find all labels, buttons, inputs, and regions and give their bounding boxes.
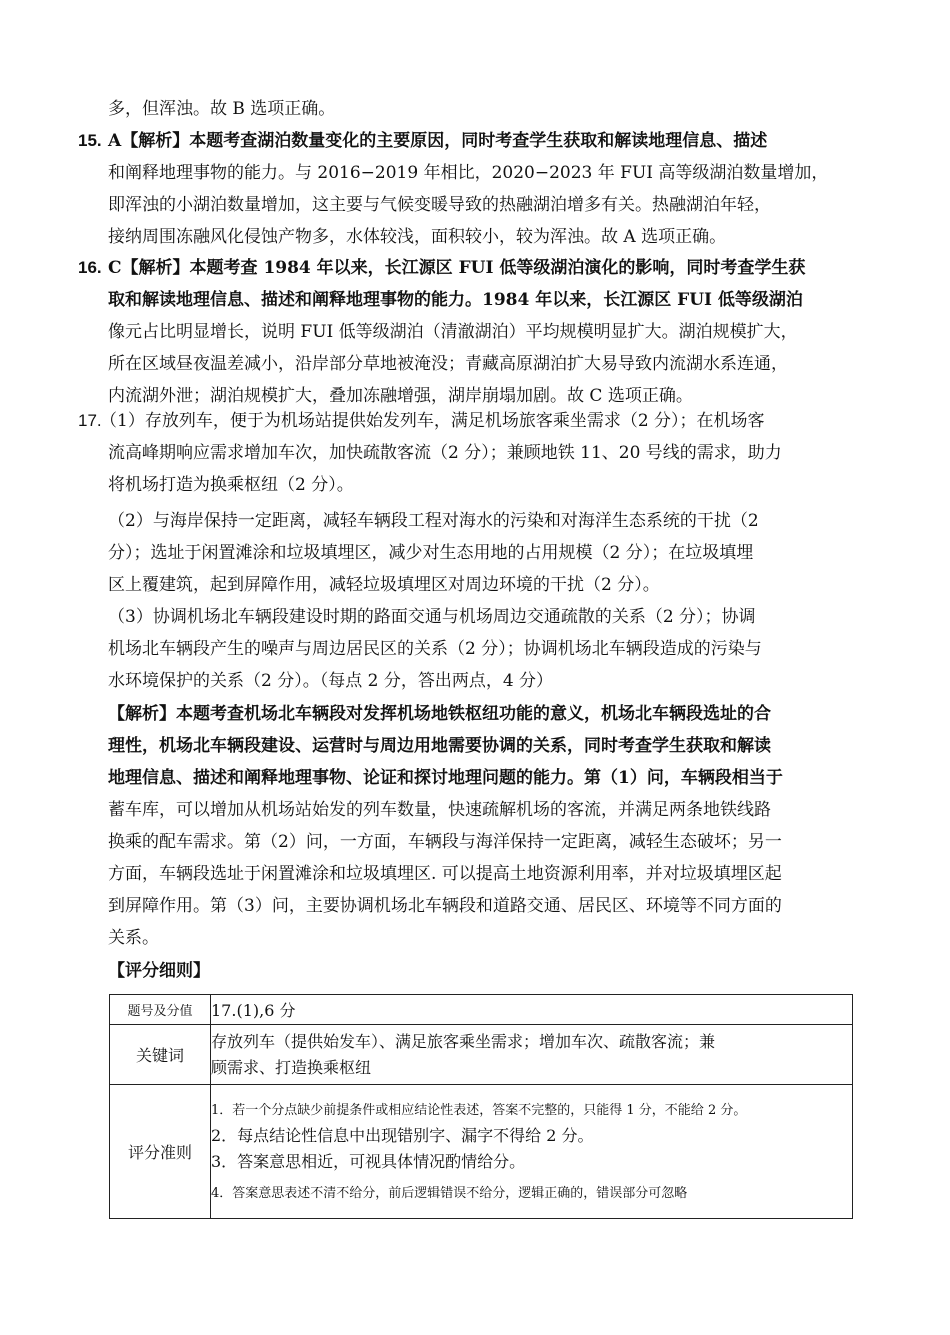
keyword-line: 存放列车（提供始发车）、满足旅客乘坐需求；增加车次、疏散客流；兼 xyxy=(211,1031,716,1051)
table-cell-label: 题号及分值 xyxy=(110,995,211,1025)
answer-17-part1-line: 将机场打造为换乘枢纽（2 分）。 xyxy=(108,475,354,495)
answer-17-part1-line: （1）存放列车，便于为机场站提供始发列车，满足机场旅客乘坐需求（2 分）；在机场客 xyxy=(100,411,765,431)
analysis-line: 方面，车辆段选址于闲置滩涂和垃圾填埋区. 可以提高土地资源利用率，并对垃圾填埋区起 xyxy=(108,864,782,884)
answer-17-part2-line: （2）与海岸保持一定距离，减轻车辆段工程对海水的污染和对海洋生态系统的干扰（2 xyxy=(108,511,759,531)
answer-15-line: A【解析】本题考查湖泊数量变化的主要原因，同时考查学生获取和解读地理信息、描述 xyxy=(108,131,768,151)
criterion-item: 2．每点结论性信息中出现错别字、漏字不得给 2 分。 xyxy=(211,1125,594,1145)
answer-17-part3-line: 机场北车辆段产生的噪声与周边居民区的关系（2 分）；协调机场北车辆段造成的污染与 xyxy=(108,639,762,659)
analysis-line: 地理信息、描述和阐释地理事物、论证和探讨地理问题的能力。第（1）问，车辆段相当于 xyxy=(108,768,783,788)
table-cell-value xyxy=(211,1025,853,1085)
answer-17-part2-line: 区上覆建筑，起到屏障作用，减轻垃圾填埋区对周边环境的干扰（2 分）。 xyxy=(108,575,660,595)
answer-14-continuation: 多，但浑浊。故 B 选项正确。 xyxy=(108,99,336,119)
scoring-rules-table xyxy=(109,994,853,1219)
table-cell-label: 关键词 xyxy=(110,1025,211,1085)
analysis-line: 换乘的配车需求。第（2）问，一方面，车辆段与海洋保持一定距离，减轻生态破坏；另一 xyxy=(108,832,782,852)
answer-15-line: 接纳周围冻融风化侵蚀产物多，水体较浅，面积较小，较为浑浊。故 A 选项正确。 xyxy=(108,227,727,247)
answer-16-line: 所在区域昼夜温差减小，沿岸部分草地被淹没；青藏高原湖泊扩大易导致内流湖水系连通， xyxy=(108,354,788,374)
analysis-line: 理性，机场北车辆段建设、运营时与周边用地需要协调的关系，同时考查学生获取和解读 xyxy=(108,736,771,756)
table-cell-label: 评分准则 xyxy=(110,1085,211,1219)
table-row xyxy=(110,995,853,1025)
answer-17-part1-line: 流高峰期响应需求增加车次，加快疏散客流（2 分）；兼顾地铁 11、20 号线的需求，助力 xyxy=(108,443,782,463)
analysis-line: 蓄车库，可以增加从机场站始发的列车数量，快速疏解机场的客流，并满足两条地铁线路 xyxy=(108,800,771,820)
analysis-line: 到屏障作用。第（3）问，主要协调机场北车辆段和道路交通、居民区、环境等不同方面的 xyxy=(108,896,782,916)
scoring-rules-heading: 【评分细则】 xyxy=(108,961,210,981)
analysis-line: 【解析】本题考查机场北车辆段对发挥机场地铁枢纽功能的意义，机场北车辆段选址的合 xyxy=(108,704,771,724)
answer-16-line: C【解析】本题考查 1984 年以来，长江源区 FUI 低等级湖泊演化的影响，同时考查学生获 xyxy=(108,258,806,278)
answer-15-line: 即浑浊的小湖泊数量增加，这主要与气候变暖导致的热融湖泊增多有关。热融湖泊年轻， xyxy=(108,195,771,215)
analysis-line: 关系。 xyxy=(108,928,159,948)
answer-15-line: 和阐释地理事物的能力。与 2016−2019 年相比，2020−2023 年 FUI 高等级湖泊数量增加， xyxy=(108,163,829,183)
answer-17-part3-line: 水环境保护的关系（2 分）。（每点 2 分，答出两点，4 分） xyxy=(108,671,554,691)
answer-17-part3-line: （3）协调机场北车辆段建设时期的路面交通与机场周边交通疏散的关系（2 分）；协调 xyxy=(108,607,756,627)
table-row xyxy=(110,1025,853,1085)
criterion-item: 3．答案意思相近，可视具体情况酌情给分。 xyxy=(211,1151,526,1171)
criterion-item: 4．答案意思表述不清不给分，前后逻辑错误不给分，逻辑正确的，错误部分可忽略 xyxy=(211,1185,688,1201)
answer-16-line: 内流湖外泄；湖泊规模扩大，叠加冻融增强，湖岸崩塌加剧。故 C 选项正确。 xyxy=(108,386,693,406)
table-cell-value: 17.(1),6 分 xyxy=(211,995,853,1025)
question-number-16: 16. xyxy=(78,258,102,277)
question-number-15: 15. xyxy=(78,131,102,150)
keyword-line: 顾需求、打造换乘枢纽 xyxy=(211,1057,372,1077)
answer-16-line: 像元占比明显增长，说明 FUI 低等级湖泊（清澈湖泊）平均规模明显扩大。湖泊规模扩大， xyxy=(108,322,798,342)
table-row xyxy=(110,1085,853,1219)
answer-16-line: 取和解读地理信息、描述和阐释地理事物的能力。1984 年以来，长江源区 FUI 低等级湖泊 xyxy=(108,290,803,310)
criterion-item: 1．若一个分点缺少前提条件或相应结论性表述，答案不完整的，只能得 1 分，不能给 2 分。 xyxy=(211,1102,747,1118)
question-number-17: 17. xyxy=(78,411,102,430)
answer-17-part2-line: 分）；选址于闲置滩涂和垃圾填埋区，减少对生态用地的占用规模（2 分）；在垃圾填埋 xyxy=(108,543,754,563)
table-cell-value xyxy=(211,1085,853,1219)
